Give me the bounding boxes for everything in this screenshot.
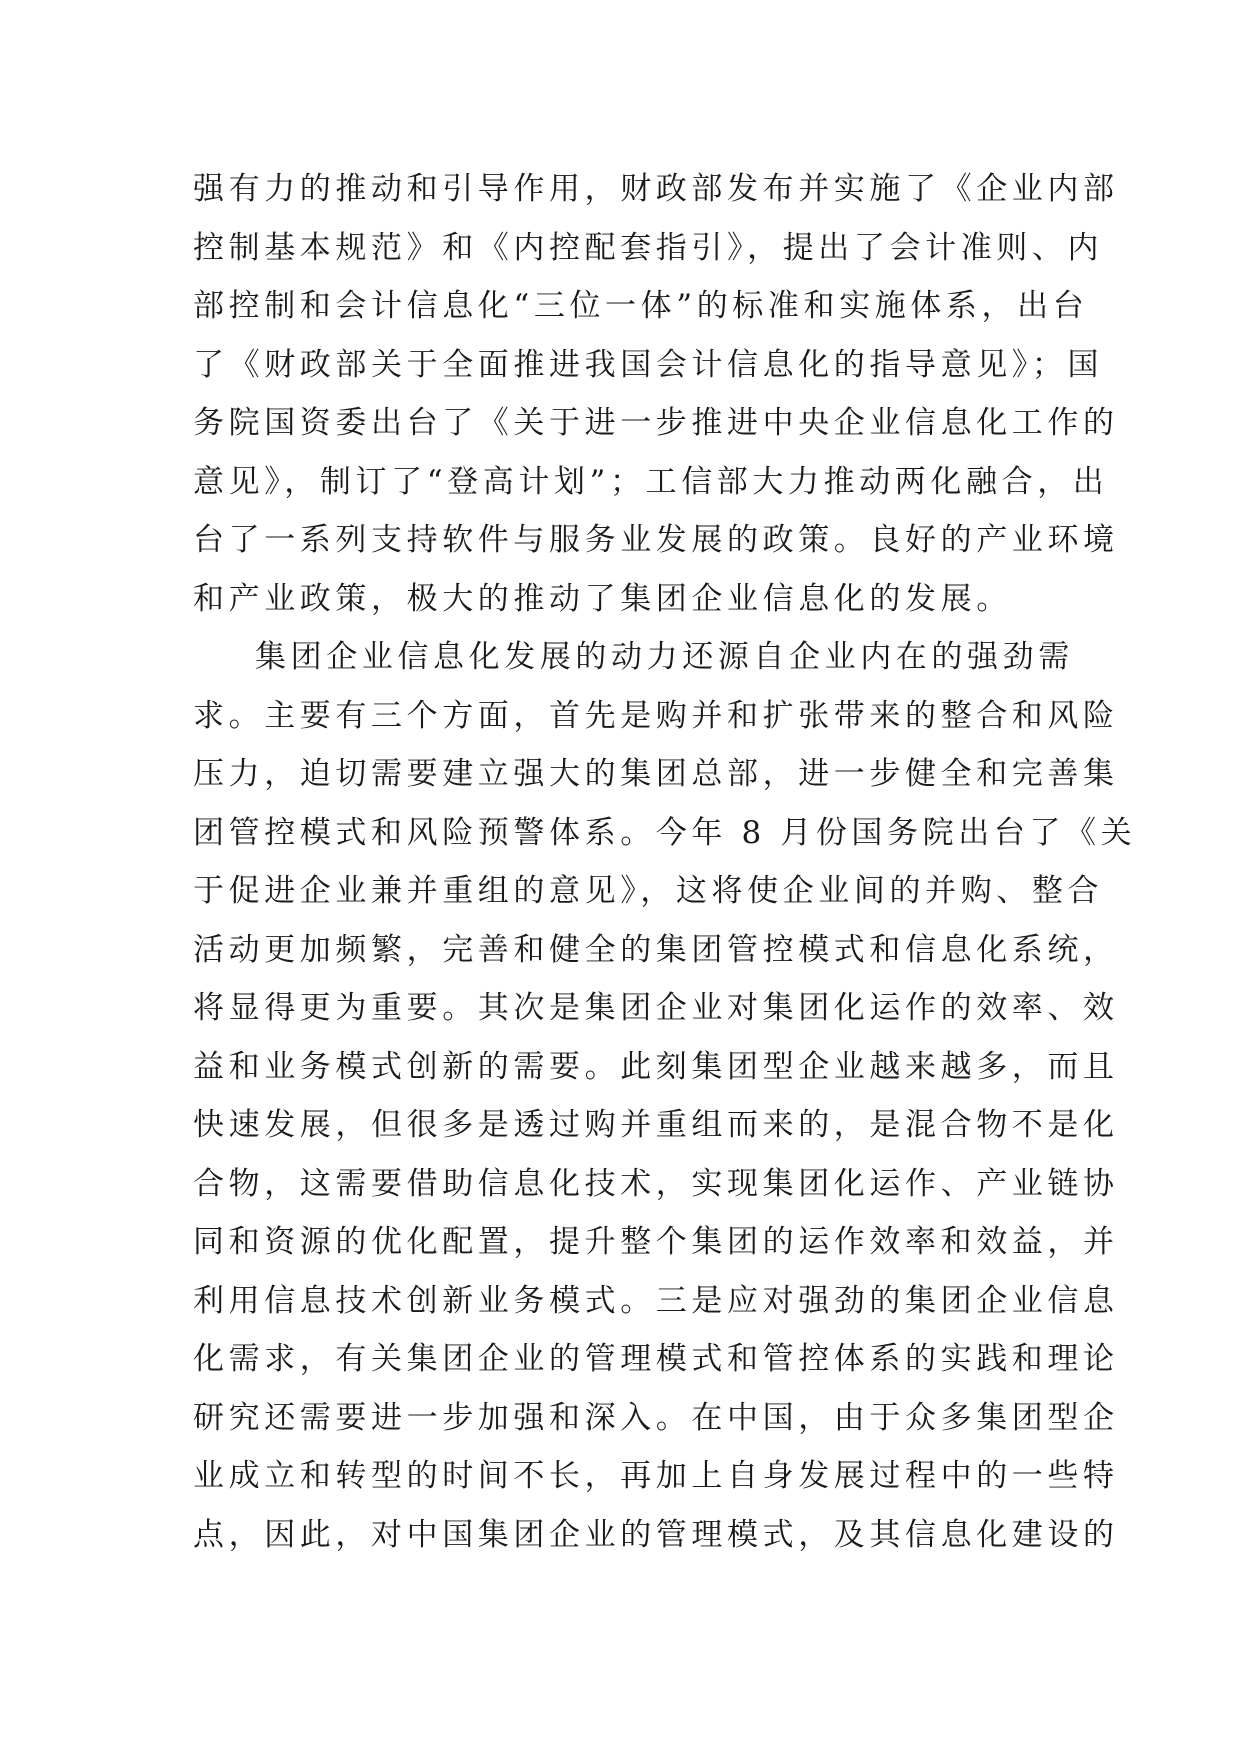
text-line: 活动更加频繁，完善和健全的集团管控模式和信息化系统，	[193, 931, 1119, 968]
text-line: 快速发展，但很多是透过购并重组而来的，是混合物不是化	[193, 1107, 1119, 1143]
text-line: 益和业务模式创新的需要。此刻集团型企业越来越多，而且	[193, 1048, 1119, 1085]
text-line: 控制基本规范》和《内控配套指引》，提出了会计准则、内	[193, 229, 1104, 266]
text-line: 合物，这需要借助信息化技术，实现集团化运作、产业链协	[193, 1165, 1119, 1202]
text-line: 台了一系列支持软件与服务业发展的政策。良好的产业环境	[193, 522, 1119, 558]
text-line: 了《财政部关于全面推进我国会计信息化的指导意见》；国	[193, 346, 1104, 383]
text-line: 团管控模式和风险预警体系。今年 8 月份国务院出台了《关	[193, 814, 1137, 851]
text-line: 部控制和会计信息化“三位一体”的标准和实施体系，出台	[193, 288, 1089, 324]
text-line: 于促进企业兼并重组的意见》，这将使企业间的并购、整合	[193, 873, 1104, 909]
text-line: 同和资源的优化配置，提升整个集团的运作效率和效益，并	[193, 1224, 1119, 1260]
text-line: 和产业政策，极大的推动了集团企业信息化的发展。	[193, 580, 1012, 617]
text-line: 压力，迫切需要建立强大的集团总部，进一步健全和完善集	[193, 756, 1119, 792]
text-line: 强有力的推动和引导作用，财政部发布并实施了《企业内部	[193, 171, 1119, 207]
text-line: 务院国资委出台了《关于进一步推进中央企业信息化工作的	[193, 405, 1119, 441]
text-line: 利用信息技术创新业务模式。三是应对强劲的集团企业信息	[193, 1282, 1119, 1319]
body-text	[193, 160, 1137, 1564]
text-line: 研究还需要进一步加强和深入。在中国，由于众多集团型企	[193, 1399, 1119, 1436]
paragraph-start-line: 集团企业信息化发展的动力还源自企业内在的强劲需	[255, 639, 1074, 675]
text-line: 将显得更为重要。其次是集团企业对集团化运作的效率、效	[193, 990, 1119, 1026]
text-line: 求。主要有三个方面，首先是购并和扩张带来的整合和风险	[193, 697, 1119, 734]
text-line: 点，因此，对中国集团企业的管理模式，及其信息化建设的	[193, 1516, 1119, 1553]
text-line: 化需求，有关集团企业的管理模式和管控体系的实践和理论	[193, 1341, 1119, 1377]
text-line: 意见》，制订了“登高计划”；工信部大力推动两化融合，出	[193, 463, 1109, 500]
text-line: 业成立和转型的时间不长，再加上自身发展过程中的一些特	[193, 1458, 1119, 1494]
